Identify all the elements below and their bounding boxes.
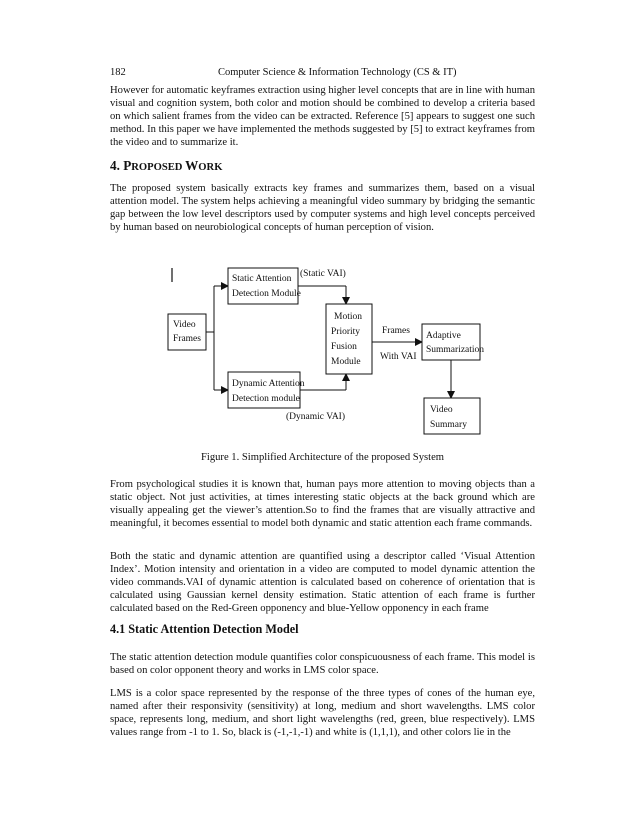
video-summary-label-1: Video xyxy=(430,405,453,415)
with-vai-label: With VAI xyxy=(380,352,417,362)
paragraph-static-module: The static attention detection module quantifies color conspicuousness of each frame. This model is based on color opponent theory and works in LMS color space. xyxy=(110,652,535,677)
paragraph-visual-attention-index: Both the static and dynamic attention are quantified using a descriptor called ‘Visual Attention Index’. Motion intensity and orientation in a video are computed to model dynamic attention the video commands.VAI of dynamic attention is calculated based on coherence of orientation that is calculated using Gaussian kernel density estimation. Static attention of each frame is further calculated based on the Red-Green opponency and blue-Yellow opponency in each frame xyxy=(110,551,535,615)
adaptive-label-1: Adaptive xyxy=(426,331,461,341)
heading-cap-w: W xyxy=(185,158,199,173)
subsection-heading-static-attention: 4.1 Static Attention Detection Model xyxy=(110,622,299,636)
static-vai-label: (Static VAI) xyxy=(300,269,346,279)
dynamic-attention-label-2: Detection module xyxy=(232,394,300,404)
section-number: 4. xyxy=(110,158,124,173)
video-frames-label-1: Video xyxy=(173,320,196,330)
fusion-label-4: Module xyxy=(331,357,361,367)
architecture-figure xyxy=(160,262,490,442)
frames-label: Frames xyxy=(382,326,410,336)
running-title: Computer Science & Information Technology (CS & IT) xyxy=(218,67,457,78)
paragraph-intro: However for automatic keyframes extraction using higher level concepts that are in line with human visual and cognition system, both color and motion should be combined to develop a criteria based on which salient frames from the video can be extracted. Reference [5] appears to suggest one such method. In this paper we have implemented the methods suggested by [5] to extract keyframes from the video and to summarize it. xyxy=(110,85,535,149)
paragraph-system-overview: The proposed system basically extracts key frames and summarizes them, based on a visual attention model. The system helps achieving a meaningful video summary by bridging the semantic gap between the low level descriptors used by computer systems and high level concepts perceived by human based on neurobiological concepts of human perception of vision. xyxy=(110,183,535,234)
page-header xyxy=(110,67,535,81)
paragraph-psychological-studies: From psychological studies it is known that, human pays more attention to moving objects than a static object. Not just activities, at times interesting static objects at the back ground which are visually appealing get the viewer’s attention.So to find the frames that are visually attractive and meaningful, it becomes essential to model both dynamic and static attention each frame commands. xyxy=(110,479,535,530)
page-number: 182 xyxy=(110,67,126,78)
architecture-diagram xyxy=(160,262,490,442)
fusion-label-2: Priority xyxy=(331,327,361,337)
video-frames-label-2: Frames xyxy=(173,334,201,344)
fusion-label-3: Fusion xyxy=(331,342,357,352)
video-summary-label-2: Summary xyxy=(430,420,467,430)
dynamic-vai-label: (Dynamic VAI) xyxy=(286,412,346,422)
heading-smallcaps-w: ORK xyxy=(198,162,223,173)
fusion-label-1: Motion xyxy=(334,312,362,322)
section-heading-proposed-work xyxy=(110,158,222,174)
static-attention-label-2: Detection Module xyxy=(232,289,301,299)
adaptive-label-2: Summarization xyxy=(426,345,485,355)
heading-smallcaps-p: ROPOSED xyxy=(131,162,186,173)
static-attention-label-1: Static Attention xyxy=(232,274,292,284)
dynamic-attention-label-1: Dynamic Attention xyxy=(232,379,305,389)
paragraph-lms-color-space: LMS is a color space represented by the response of the three types of cones of the human eye, named after their responsivity (sensitivity) at long, medium and short wavelengths. LMS color space, represents long, medium, and short light wavelengths (red, green, blue respectively). LMS values range from -1 to 1. So, black is (-1,-1,-1) and white is (1,1,1), and other colors lie in the xyxy=(110,688,535,739)
figure-caption: Figure 1. Simplified Architecture of the proposed System xyxy=(200,452,445,463)
heading-cap-p: P xyxy=(123,158,132,173)
